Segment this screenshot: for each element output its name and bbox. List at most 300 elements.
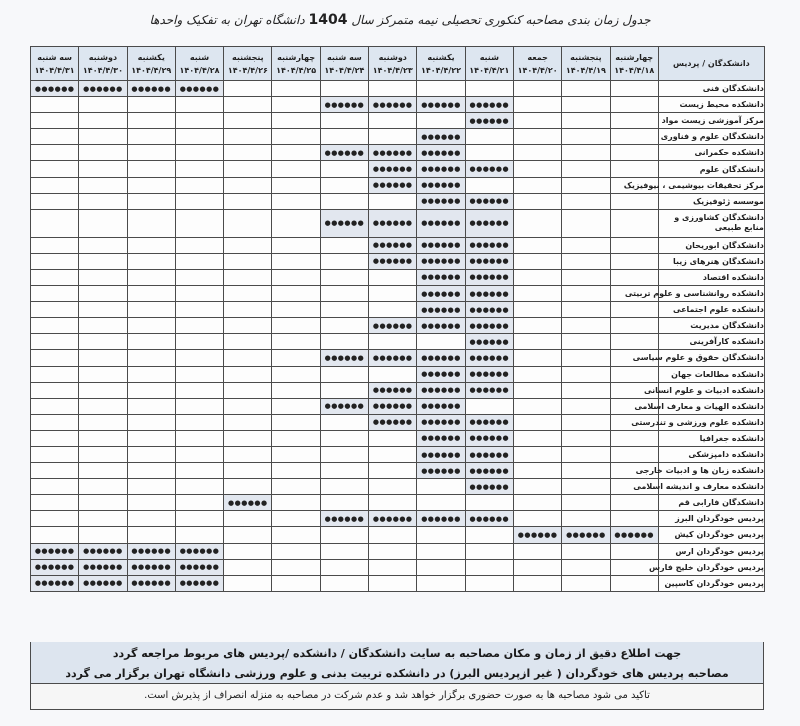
empty-slot <box>224 334 272 350</box>
interview-slot: ●●●●●● <box>31 575 79 591</box>
interview-slot: ●●●●●● <box>417 350 465 366</box>
empty-slot <box>272 81 320 97</box>
header-day <box>272 47 320 81</box>
empty-slot <box>31 129 79 145</box>
empty-slot <box>127 129 175 145</box>
interview-slot: ●●●●●● <box>465 511 513 527</box>
schedule-row <box>31 145 765 161</box>
interview-slot: ●●●●●● <box>31 543 79 559</box>
empty-slot <box>272 129 320 145</box>
empty-slot <box>562 382 610 398</box>
empty-slot <box>31 193 79 209</box>
empty-slot <box>224 237 272 253</box>
empty-slot <box>31 177 79 193</box>
schedule-body <box>31 81 765 592</box>
interview-slot: ●●●●●● <box>320 350 368 366</box>
empty-slot <box>562 350 610 366</box>
schedule-row <box>31 177 765 193</box>
title-year: 1404 <box>308 12 348 28</box>
empty-slot <box>513 398 561 414</box>
empty-slot <box>610 575 658 591</box>
empty-slot <box>320 318 368 334</box>
title-prefix: جدول زمان بندی مصاحبه کنکوری تحصیلی نیمه متمرکز سال <box>351 13 651 27</box>
empty-slot <box>562 446 610 462</box>
empty-slot <box>175 302 223 318</box>
faculty-name: پردیس خودگردان خلیج فارس <box>658 559 764 575</box>
empty-slot <box>562 286 610 302</box>
header-day-date: ۱۴۰۴/۴/۲۳ <box>372 65 413 75</box>
empty-slot <box>465 495 513 511</box>
empty-slot <box>465 129 513 145</box>
faculty-name: دانشکده کارآفرینی <box>658 334 764 350</box>
interview-slot: ●●●●●● <box>465 350 513 366</box>
interview-slot: ●●●●●● <box>369 318 417 334</box>
interview-slot: ●●●●●● <box>79 543 127 559</box>
empty-slot <box>31 209 79 237</box>
empty-slot <box>513 161 561 177</box>
schedule-row <box>31 350 765 366</box>
faculty-name: دانشکده روانشناسی و علوم تربیتی <box>658 286 764 302</box>
empty-slot <box>31 350 79 366</box>
empty-slot <box>320 334 368 350</box>
empty-slot <box>175 511 223 527</box>
empty-slot <box>175 97 223 113</box>
empty-slot <box>224 193 272 209</box>
empty-slot <box>272 177 320 193</box>
schedule-row <box>31 414 765 430</box>
empty-slot <box>320 414 368 430</box>
empty-slot <box>562 269 610 285</box>
empty-slot <box>127 463 175 479</box>
empty-slot <box>79 430 127 446</box>
schedule-row <box>31 479 765 495</box>
empty-slot <box>79 479 127 495</box>
empty-slot <box>465 527 513 543</box>
empty-slot <box>610 495 658 511</box>
empty-slot <box>610 193 658 209</box>
empty-slot <box>562 366 610 382</box>
interview-slot: ●●●●●● <box>369 253 417 269</box>
empty-slot <box>224 113 272 129</box>
empty-slot <box>224 543 272 559</box>
empty-slot <box>127 269 175 285</box>
empty-slot <box>175 193 223 209</box>
header-day <box>513 47 561 81</box>
interview-slot: ●●●●●● <box>127 559 175 575</box>
header-day <box>417 47 465 81</box>
empty-slot <box>224 145 272 161</box>
interview-slot: ●●●●●● <box>224 495 272 511</box>
empty-slot <box>79 129 127 145</box>
empty-slot <box>562 113 610 129</box>
empty-slot <box>79 318 127 334</box>
empty-slot <box>224 161 272 177</box>
interview-slot: ●●●●●● <box>417 129 465 145</box>
interview-slot: ●●●●●● <box>369 511 417 527</box>
empty-slot <box>513 366 561 382</box>
interview-slot: ●●●●●● <box>513 527 561 543</box>
interview-slot: ●●●●●● <box>465 269 513 285</box>
header-day <box>79 47 127 81</box>
empty-slot <box>175 253 223 269</box>
empty-slot <box>320 479 368 495</box>
faculty-name: دانشکدگان فنی <box>658 81 764 97</box>
empty-slot <box>272 193 320 209</box>
interview-slot: ●●●●●● <box>127 575 175 591</box>
empty-slot <box>465 81 513 97</box>
interview-slot: ●●●●●● <box>417 253 465 269</box>
empty-slot <box>513 446 561 462</box>
empty-slot <box>320 269 368 285</box>
empty-slot <box>175 161 223 177</box>
empty-slot <box>272 237 320 253</box>
header-day <box>465 47 513 81</box>
empty-slot <box>79 145 127 161</box>
empty-slot <box>562 414 610 430</box>
interview-slot: ●●●●●● <box>465 97 513 113</box>
empty-slot <box>175 495 223 511</box>
empty-slot <box>224 398 272 414</box>
empty-slot <box>127 318 175 334</box>
empty-slot <box>320 527 368 543</box>
interview-slot: ●●●●●● <box>417 398 465 414</box>
empty-slot <box>224 177 272 193</box>
empty-slot <box>513 479 561 495</box>
empty-slot <box>562 237 610 253</box>
header-day-name: دوشنبه <box>88 52 118 62</box>
empty-slot <box>417 334 465 350</box>
empty-slot <box>562 463 610 479</box>
header-day-date: ۱۴۰۴/۴/۲۲ <box>421 65 462 75</box>
interview-slot: ●●●●●● <box>465 209 513 237</box>
empty-slot <box>417 559 465 575</box>
empty-slot <box>79 527 127 543</box>
empty-slot <box>513 269 561 285</box>
empty-slot <box>320 463 368 479</box>
interview-slot: ●●●●●● <box>417 269 465 285</box>
faculty-name: دانشکده محیط زیست <box>658 97 764 113</box>
empty-slot <box>320 559 368 575</box>
interview-slot: ●●●●●● <box>465 161 513 177</box>
interview-slot: ●●●●●● <box>465 463 513 479</box>
empty-slot <box>369 543 417 559</box>
header-day-date: ۱۴۰۴/۴/۳۰ <box>82 65 123 75</box>
interview-slot: ●●●●●● <box>417 318 465 334</box>
empty-slot <box>562 334 610 350</box>
interview-slot: ●●●●●● <box>465 430 513 446</box>
schedule-row <box>31 269 765 285</box>
empty-slot <box>127 446 175 462</box>
schedule-row <box>31 318 765 334</box>
empty-slot <box>465 543 513 559</box>
empty-slot <box>31 366 79 382</box>
empty-slot <box>79 511 127 527</box>
empty-slot <box>31 161 79 177</box>
schedule-row <box>31 237 765 253</box>
header-day <box>31 47 79 81</box>
empty-slot <box>610 145 658 161</box>
empty-slot <box>272 253 320 269</box>
empty-slot <box>320 113 368 129</box>
schedule-row <box>31 129 765 145</box>
empty-slot <box>320 253 368 269</box>
empty-slot <box>610 161 658 177</box>
interview-slot: ●●●●●● <box>320 145 368 161</box>
empty-slot <box>513 113 561 129</box>
faculty-name: دانشکده علوم اجتماعی <box>658 302 764 318</box>
empty-slot <box>175 177 223 193</box>
empty-slot <box>79 97 127 113</box>
faculty-name: پردیس خودگردان ارس <box>658 543 764 559</box>
schedule-row <box>31 97 765 113</box>
empty-slot <box>417 495 465 511</box>
empty-slot <box>127 161 175 177</box>
interview-slot: ●●●●●● <box>417 193 465 209</box>
interview-slot: ●●●●●● <box>465 334 513 350</box>
schedule-row <box>31 193 765 209</box>
empty-slot <box>127 97 175 113</box>
empty-slot <box>272 479 320 495</box>
header-day-name: سه شنبه <box>37 52 73 62</box>
empty-slot <box>127 430 175 446</box>
empty-slot <box>513 209 561 237</box>
empty-slot <box>320 129 368 145</box>
schedule-row <box>31 463 765 479</box>
empty-slot <box>513 318 561 334</box>
empty-slot <box>31 97 79 113</box>
empty-slot <box>369 430 417 446</box>
empty-slot <box>513 414 561 430</box>
empty-slot <box>31 334 79 350</box>
interview-slot: ●●●●●● <box>417 177 465 193</box>
header-day <box>224 47 272 81</box>
empty-slot <box>79 446 127 462</box>
empty-slot <box>224 527 272 543</box>
empty-slot <box>320 302 368 318</box>
header-day-date: ۱۴۰۴/۴/۱۸ <box>614 65 655 75</box>
empty-slot <box>79 495 127 511</box>
empty-slot <box>513 129 561 145</box>
empty-slot <box>175 382 223 398</box>
empty-slot <box>224 575 272 591</box>
interview-slot: ●●●●●● <box>369 237 417 253</box>
empty-slot <box>513 286 561 302</box>
empty-slot <box>320 366 368 382</box>
interview-slot: ●●●●●● <box>320 209 368 237</box>
interview-slot: ●●●●●● <box>369 177 417 193</box>
empty-slot <box>31 237 79 253</box>
empty-slot <box>465 575 513 591</box>
empty-slot <box>562 398 610 414</box>
empty-slot <box>31 145 79 161</box>
faculty-name: دانشکده الهیات و معارف اسلامی <box>658 398 764 414</box>
empty-slot <box>272 559 320 575</box>
faculty-name: موسسه ژئوفیزیک <box>658 193 764 209</box>
header-day-name: یکشنبه <box>137 52 165 62</box>
interview-slot: ●●●●●● <box>369 161 417 177</box>
empty-slot <box>272 398 320 414</box>
empty-slot <box>562 495 610 511</box>
interview-slot: ●●●●●● <box>320 511 368 527</box>
empty-slot <box>127 286 175 302</box>
interview-slot: ●●●●●● <box>320 398 368 414</box>
empty-slot <box>610 81 658 97</box>
empty-slot <box>31 318 79 334</box>
empty-slot <box>562 209 610 237</box>
empty-slot <box>79 398 127 414</box>
empty-slot <box>320 382 368 398</box>
empty-slot <box>562 511 610 527</box>
interview-slot: ●●●●●● <box>79 559 127 575</box>
faculty-name: دانشکده علوم ورزشی و تندرستی <box>658 414 764 430</box>
empty-slot <box>31 382 79 398</box>
header-day-name: شنبه <box>189 52 210 62</box>
schedule-row <box>31 511 765 527</box>
interview-slot: ●●●●●● <box>369 145 417 161</box>
empty-slot <box>562 302 610 318</box>
empty-slot <box>513 97 561 113</box>
empty-slot <box>127 366 175 382</box>
empty-slot <box>369 113 417 129</box>
footer-line2: مصاحبه پردیس های خودگردان ( غیر ازپردیس البرز) در دانشکده تربیت بدنی و علوم ورزشی دانشگاه تهران برگزار می گردد <box>65 667 729 680</box>
empty-slot <box>79 193 127 209</box>
interview-slot: ●●●●●● <box>465 113 513 129</box>
header-day-date: ۱۴۰۴/۴/۱۹ <box>565 65 606 75</box>
empty-slot <box>127 177 175 193</box>
empty-slot <box>127 253 175 269</box>
header-day <box>320 47 368 81</box>
empty-slot <box>31 430 79 446</box>
empty-slot <box>562 161 610 177</box>
empty-slot <box>513 81 561 97</box>
title-suffix: دانشگاه تهران به تفکیک واحدها <box>149 13 305 27</box>
faculty-name: دانشکده جغرافیا <box>658 430 764 446</box>
faculty-name: دانشکده ادبیات و علوم انسانی <box>658 382 764 398</box>
empty-slot <box>562 575 610 591</box>
empty-slot <box>417 81 465 97</box>
empty-slot <box>369 193 417 209</box>
schedule-row <box>31 495 765 511</box>
interview-slot: ●●●●●● <box>369 398 417 414</box>
interview-slot: ●●●●●● <box>79 81 127 97</box>
schedule-row <box>31 382 765 398</box>
faculty-name: دانشکدگان کشاورزی و منابع طبیعی <box>658 209 764 237</box>
empty-slot <box>513 382 561 398</box>
empty-slot <box>369 479 417 495</box>
empty-slot <box>127 511 175 527</box>
empty-slot <box>175 446 223 462</box>
empty-slot <box>31 113 79 129</box>
footer-line1: جهت اطلاع دقیق از زمان و مکان مصاحبه به سایت دانشکدگان / دانشکده /پردیس های مربوط مراجعه گردد <box>112 647 682 660</box>
empty-slot <box>31 479 79 495</box>
schedule-row <box>31 446 765 462</box>
empty-slot <box>320 81 368 97</box>
empty-slot <box>31 414 79 430</box>
empty-slot <box>320 161 368 177</box>
empty-slot <box>272 382 320 398</box>
header-day-name: چهارشنبه <box>277 52 316 62</box>
header-day <box>562 47 610 81</box>
empty-slot <box>127 209 175 237</box>
empty-slot <box>513 253 561 269</box>
empty-slot <box>79 209 127 237</box>
empty-slot <box>513 237 561 253</box>
header-row <box>31 47 765 81</box>
faculty-name: پردیس خودگردان کاسپین <box>658 575 764 591</box>
interview-slot: ●●●●●● <box>417 446 465 462</box>
schedule-row <box>31 366 765 382</box>
schedule-row <box>31 398 765 414</box>
empty-slot <box>79 382 127 398</box>
empty-slot <box>369 302 417 318</box>
footer-info <box>30 642 764 684</box>
interview-slot: ●●●●●● <box>417 414 465 430</box>
empty-slot <box>175 334 223 350</box>
empty-slot <box>224 350 272 366</box>
empty-slot <box>175 350 223 366</box>
header-day-name: پنجشنبه <box>570 52 602 62</box>
interview-slot: ●●●●●● <box>417 430 465 446</box>
empty-slot <box>79 177 127 193</box>
empty-slot <box>127 193 175 209</box>
header-day-name: جمعه <box>527 52 548 62</box>
empty-slot <box>610 543 658 559</box>
empty-slot <box>127 398 175 414</box>
empty-slot <box>224 269 272 285</box>
empty-slot <box>320 286 368 302</box>
document-title <box>0 12 800 28</box>
interview-slot: ●●●●●● <box>369 414 417 430</box>
schedule-table <box>30 46 765 592</box>
empty-slot <box>79 414 127 430</box>
interview-slot: ●●●●●● <box>417 145 465 161</box>
empty-slot <box>224 430 272 446</box>
header-day-date: ۱۴۰۴/۴/۲۴ <box>324 65 365 75</box>
empty-slot <box>272 145 320 161</box>
empty-slot <box>369 559 417 575</box>
header-day-name: سه شنبه <box>327 52 362 62</box>
empty-slot <box>79 269 127 285</box>
empty-slot <box>175 145 223 161</box>
empty-slot <box>610 446 658 462</box>
faculty-name: دانشکدگان فارابی قم <box>658 495 764 511</box>
header-day-date: ۱۴۰۴/۴/۲۵ <box>276 65 317 75</box>
empty-slot <box>513 463 561 479</box>
header-day-date: ۱۴۰۴/۴/۲۰ <box>517 65 558 75</box>
empty-slot <box>562 543 610 559</box>
empty-slot <box>31 446 79 462</box>
interview-slot: ●●●●●● <box>465 286 513 302</box>
faculty-name: دانشکده مطالعات جهان <box>658 366 764 382</box>
empty-slot <box>31 398 79 414</box>
empty-slot <box>610 209 658 237</box>
empty-slot <box>610 129 658 145</box>
empty-slot <box>175 237 223 253</box>
empty-slot <box>175 269 223 285</box>
faculty-name: دانشکده دامپزشکی <box>658 446 764 462</box>
empty-slot <box>272 511 320 527</box>
schedule-row <box>31 527 765 543</box>
interview-slot: ●●●●●● <box>417 97 465 113</box>
empty-slot <box>369 527 417 543</box>
empty-slot <box>31 302 79 318</box>
empty-slot <box>562 193 610 209</box>
empty-slot <box>272 161 320 177</box>
interview-slot: ●●●●●● <box>465 193 513 209</box>
schedule-row <box>31 559 765 575</box>
empty-slot <box>320 193 368 209</box>
empty-slot <box>127 145 175 161</box>
